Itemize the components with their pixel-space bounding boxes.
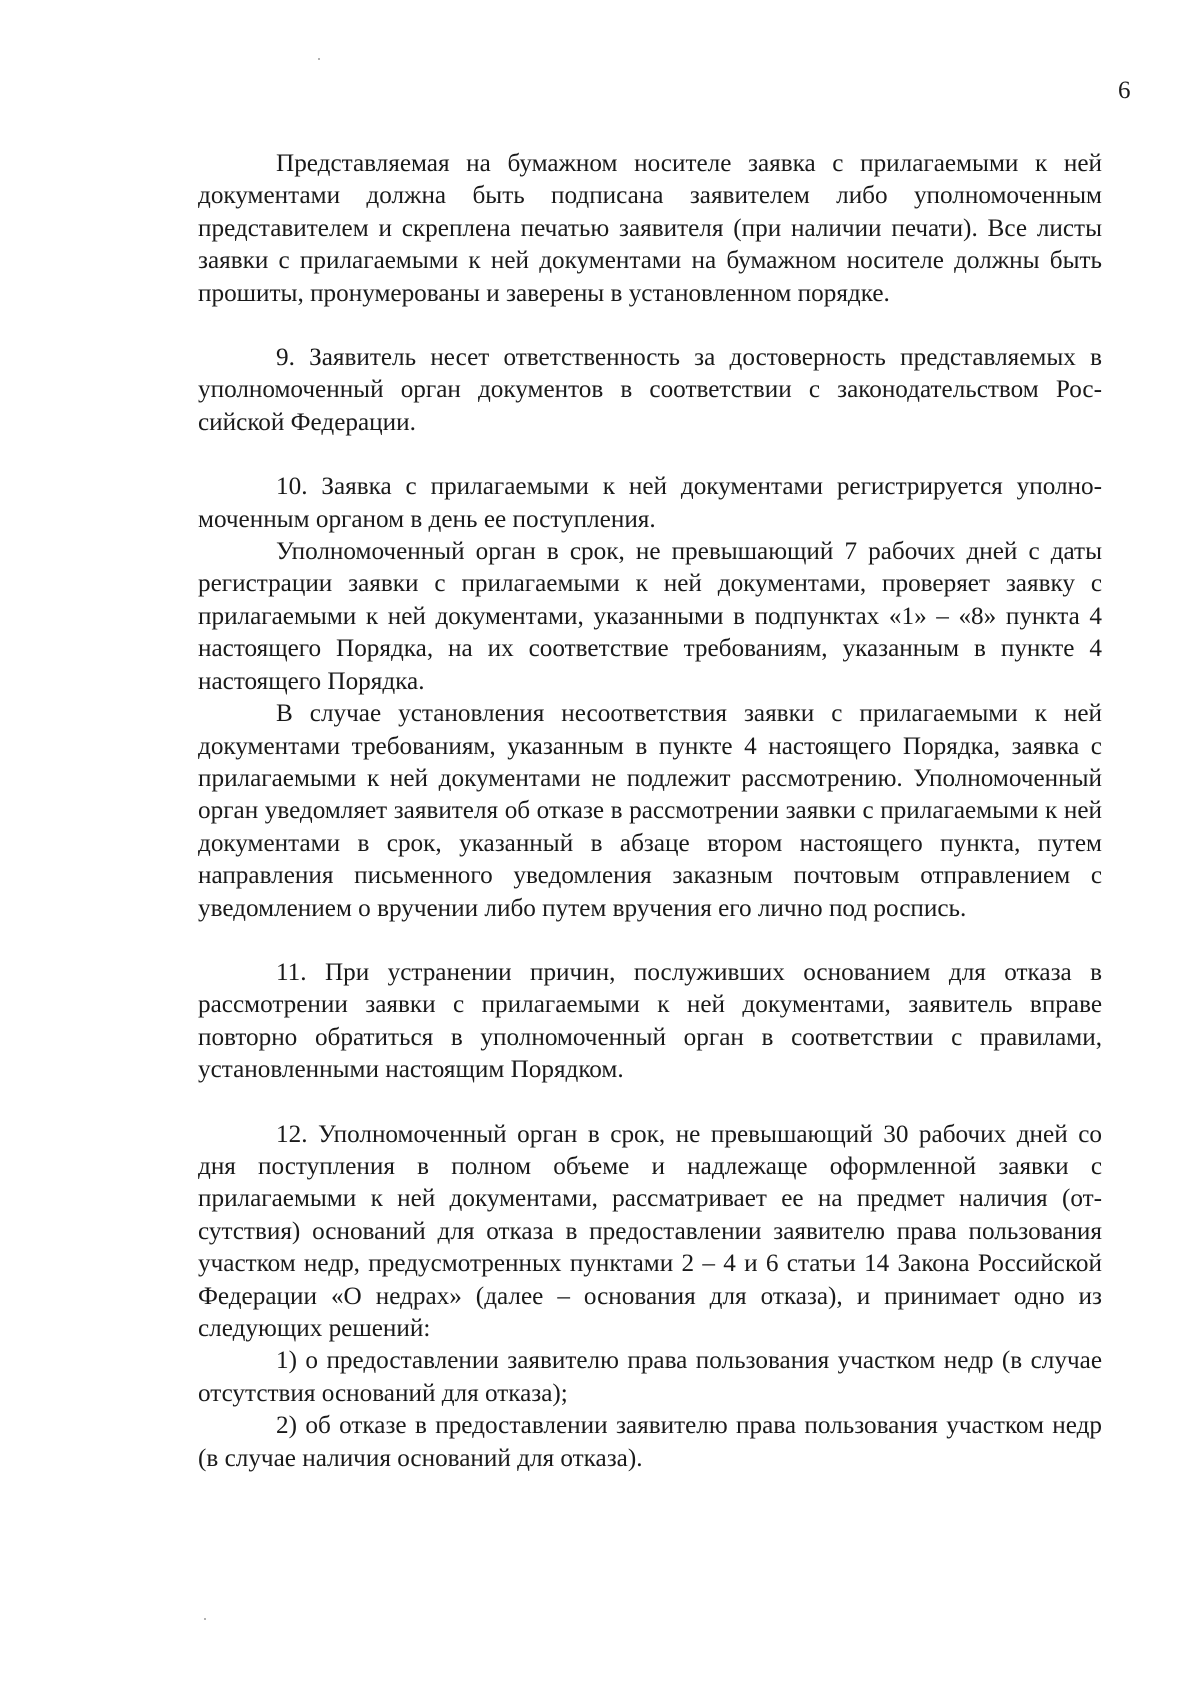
paragraph-item-10: 10. Заявка с прилагаемыми к ней документами регистрируется уполномоченным органом в день ее поступления.: [198, 473, 1102, 533]
paragraph-item-12: 12. Уполномоченный орган в срок, не превышающий 30 рабочих дней со дня поступления в полном объеме и надлежаще оформленной заявки с прилагаемыми к ней документами, рассматривает ее на предмет наличия (отсутствия) оснований для отказа в предоставлении заявителю права пользования участком недр, предусмотренных пунктами 2 – 4 и 6 статьи 14 Закона Российской Федерации «О недрах» (далее – основания для отказа), и принимает одно из следующих решений:: [198, 1120, 1102, 1342]
paragraph-decision-refuse: 2) об отказе в предоставлении заявителю права пользования участком недр (в случае наличия оснований для отказа).: [198, 1412, 1102, 1472]
document-body: [198, 148, 1102, 1475]
paragraph-paper-application: Представляемая на бумажном носителе заявка с прилагаемыми к ней документами должна быть подписана заявителем либо уполномоченным представителем и скреплена печатью заявителя (при наличии печати). Все листы заявки с прилагаемыми к ней документами на бумажном носителе должны быть прошиты, пронумерованы и заверены в установленном порядке.: [198, 150, 1102, 307]
paragraph-item-10-mismatch: В случае установления несоответствия заявки с прилагаемыми к ней документами требованиям, указанным в пункте 4 настоящего Порядка, заявка с прилагаемыми к ней документами не подлежит рассмотрению. Уполномоченный орган уведомляет заявителя об отказе в рассмотрении заявки с прилагаемыми к ней документами в срок, указанный в абзаце втором настоящего пункта, путем направления письменного уведомления заказным почтовым отправлением с уведомлением о вручении либо путем вручения его лично под роспись.: [198, 700, 1102, 922]
paragraph-item-11: 11. При устранении причин, послуживших основанием для отказа в рассмотрении заявки с прилагаемыми к ней документами, заявитель вправе повторно обратиться в уполномоченный орган в соответствии с правилами, установленными настоящим Порядком.: [198, 958, 1102, 1084]
page-number: 6: [1118, 77, 1131, 104]
paragraph-decision-grant: 1) о предоставлении заявителю права пользования участком недр (в случае отсутствия оснований для отказа);: [198, 1347, 1102, 1407]
scan-speck: [318, 58, 320, 60]
paragraph-item-10-review: Уполномоченный орган в срок, не превышающий 7 рабочих дней с даты регистрации заявки с прилагаемыми к ней документами, проверяет заявку с прилагаемыми к ней документами, указанными в подпунктах «1» – «8» пункта 4 настоящего Порядка, на их соответствие требованиям, указанным в пункте 4 настоящего Порядка.: [198, 538, 1102, 695]
scan-speck: [204, 1618, 206, 1620]
paragraph-item-9: 9. Заявитель несет ответственность за достоверность представляемых в уполномоченный орган документов в соответствии с законодательством Российской Федерации.: [198, 344, 1102, 436]
